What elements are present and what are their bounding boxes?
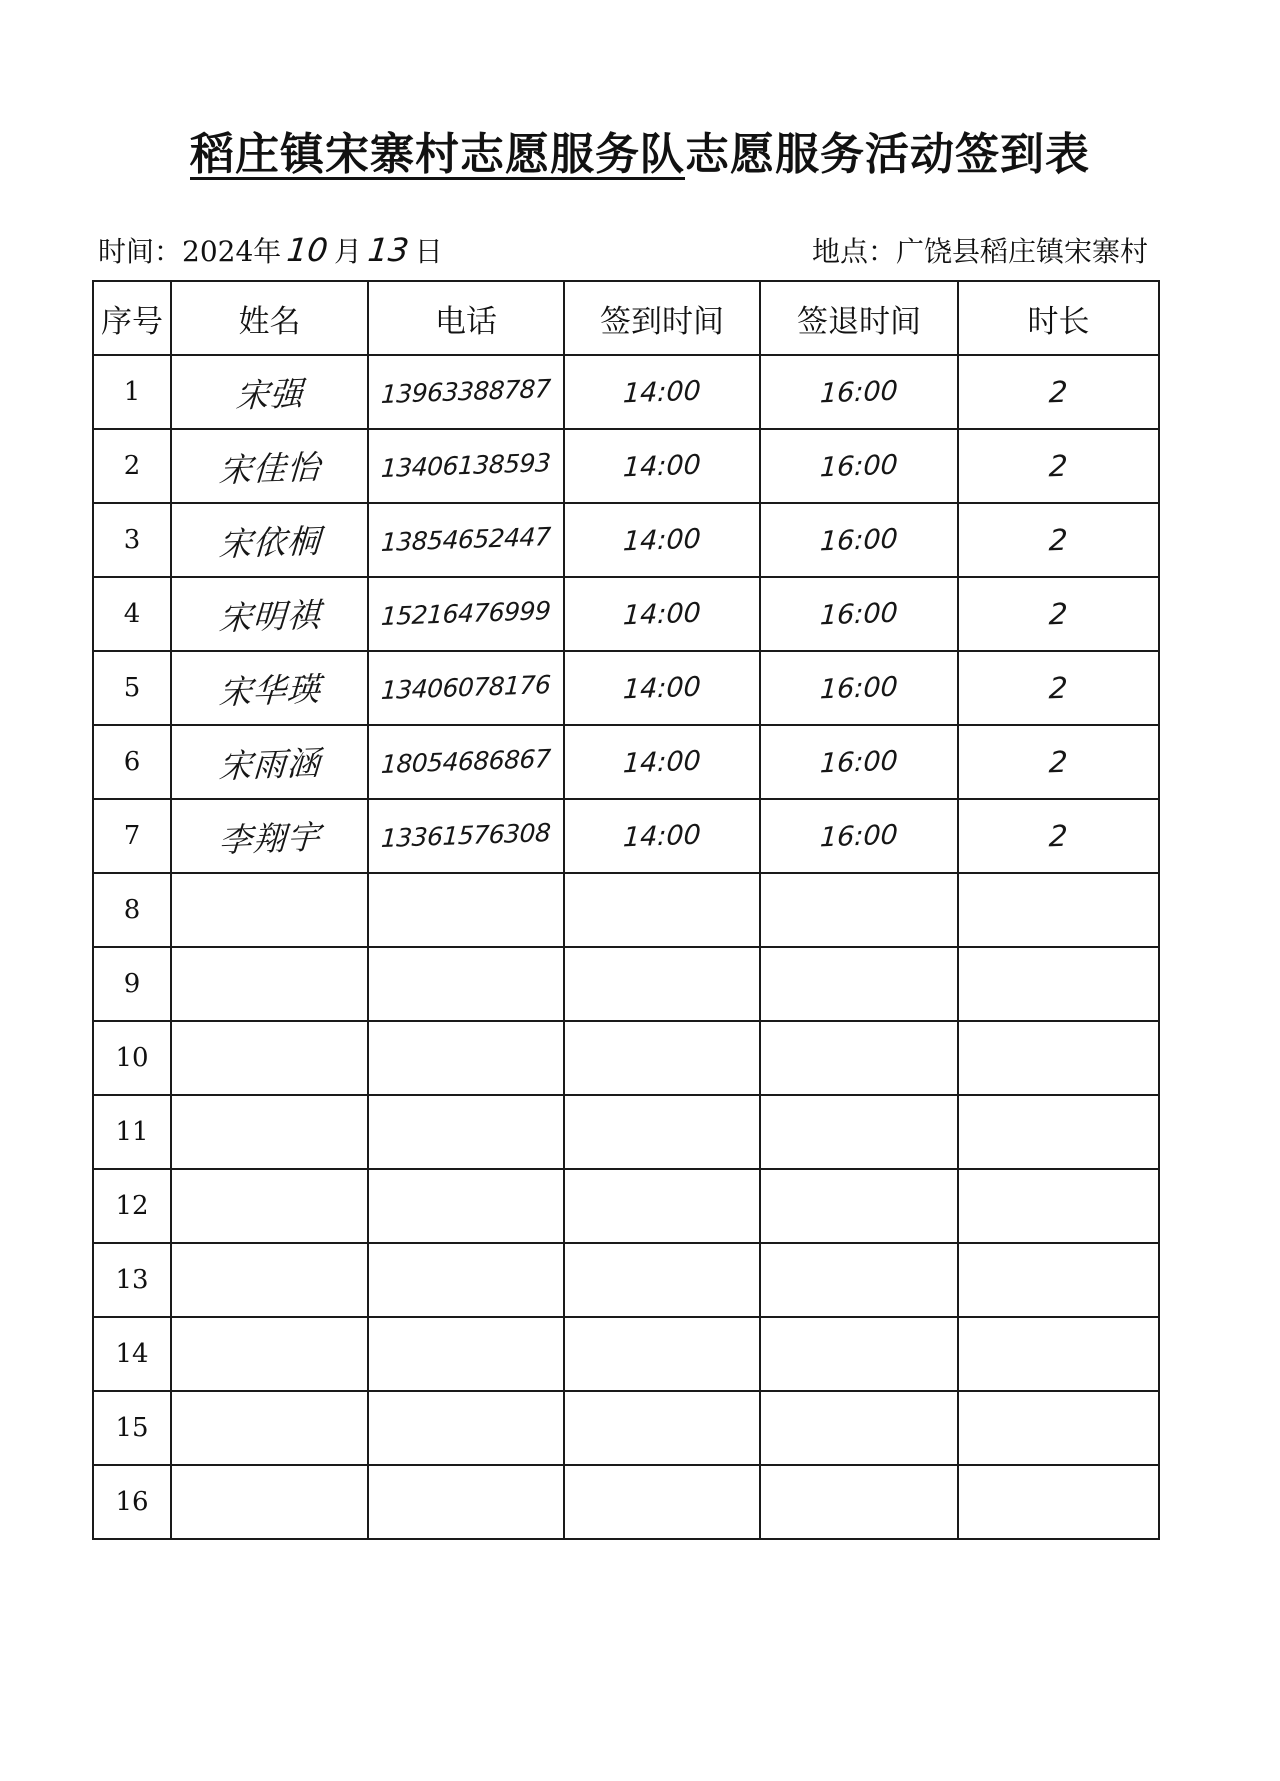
cell-name [171,725,368,799]
cell-phone [368,1317,564,1391]
table-row [93,1391,1159,1465]
table-row [93,947,1159,1021]
cell-hours-text: 2 [1048,374,1069,410]
cell-name [171,355,368,429]
cell-name [171,873,368,947]
cell-sign-out [760,947,958,1021]
cell-no-text: 8 [123,895,141,925]
cell-no [93,725,171,799]
cell-no [93,799,171,873]
cell-sign-in [564,355,760,429]
cell-no-text: 7 [123,821,141,851]
header-sign-in: 签到时间 [564,281,760,355]
cell-phone [368,577,564,651]
table-row [93,1021,1159,1095]
cell-name [171,503,368,577]
cell-no-text: 10 [115,1043,149,1073]
cell-no [93,947,171,1021]
cell-no-text: 5 [123,673,141,703]
table-row [93,1465,1159,1539]
cell-name-text: 宋佳怡 [217,446,322,490]
header-sign-out: 签退时间 [760,281,958,355]
cell-hours [958,503,1159,577]
table-header-row [93,281,1159,355]
cell-phone [368,355,564,429]
cell-sign-out-text: 16:00 [819,819,899,853]
cell-sign-in-text: 14:00 [622,375,702,409]
cell-name [171,577,368,651]
table-row [93,429,1159,503]
cell-phone-text: 13361576308 [380,818,552,853]
cell-hours [958,947,1159,1021]
cell-hours-text: 2 [1048,818,1069,854]
cell-phone [368,1095,564,1169]
table-row [93,577,1159,651]
header-hours: 时长 [958,281,1159,355]
cell-sign-out [760,725,958,799]
cell-no-text: 15 [115,1413,149,1443]
header-name: 姓名 [171,281,368,355]
cell-name [171,1243,368,1317]
cell-sign-in-text: 14:00 [622,671,702,705]
cell-no-text: 14 [115,1339,149,1369]
cell-hours [958,725,1159,799]
cell-hours-text: 2 [1048,744,1069,780]
cell-name [171,1391,368,1465]
cell-sign-in [564,1465,760,1539]
cell-sign-out-text: 16:00 [819,671,899,705]
cell-hours [958,355,1159,429]
cell-no-text: 9 [123,969,141,999]
cell-hours [958,799,1159,873]
title-underlined: 稻庄镇宋寨村志愿服务队 [190,129,685,180]
cell-name [171,1465,368,1539]
cell-sign-out [760,1391,958,1465]
table-row [93,503,1159,577]
cell-sign-out [760,1095,958,1169]
cell-no [93,1021,171,1095]
cell-sign-in [564,503,760,577]
cell-sign-out [760,1465,958,1539]
cell-no-text: 13 [115,1265,149,1295]
cell-phone [368,1169,564,1243]
page-title [0,118,1280,182]
cell-name [171,651,368,725]
cell-no [93,577,171,651]
cell-hours-text: 2 [1048,596,1069,632]
cell-sign-out [760,651,958,725]
cell-name-text: 宋华瑛 [217,668,322,712]
cell-name [171,429,368,503]
cell-hours [958,1465,1159,1539]
cell-phone-text: 15216476999 [380,596,552,631]
cell-phone [368,873,564,947]
cell-name [171,947,368,1021]
table-row [93,1095,1159,1169]
cell-phone-text: 13963388787 [380,374,552,409]
cell-sign-out-text: 16:00 [819,597,899,631]
cell-no [93,1095,171,1169]
cell-no [93,1317,171,1391]
cell-phone-text: 18054686867 [380,744,552,779]
table-row [93,725,1159,799]
cell-sign-in [564,1317,760,1391]
table-row [93,873,1159,947]
cell-phone [368,429,564,503]
location-line: 地点：广饶县稻庄镇宋寨村 [811,235,1148,268]
cell-sign-in [564,651,760,725]
cell-hours [958,1391,1159,1465]
cell-sign-in-text: 14:00 [622,819,702,853]
cell-sign-in-text: 14:00 [622,597,702,631]
cell-sign-in [564,1243,760,1317]
cell-hours-text: 2 [1048,522,1069,558]
header-no: 序号 [93,281,171,355]
cell-name [171,799,368,873]
cell-hours [958,577,1159,651]
cell-phone [368,799,564,873]
cell-sign-in [564,725,760,799]
header-phone: 电话 [368,281,564,355]
cell-sign-out-text: 16:00 [819,523,899,557]
cell-no [93,503,171,577]
cell-sign-out-text: 16:00 [819,745,899,779]
cell-sign-out [760,503,958,577]
table-row [93,799,1159,873]
cell-no [93,651,171,725]
cell-no-text: 1 [123,377,141,407]
cell-name-text: 宋强 [234,373,305,415]
cell-no [93,873,171,947]
cell-hours-text: 2 [1048,448,1069,484]
date-line [98,230,443,270]
cell-sign-out [760,1169,958,1243]
cell-phone [368,1465,564,1539]
cell-hours [958,1169,1159,1243]
table-row [93,651,1159,725]
cell-sign-out [760,355,958,429]
cell-sign-out-text: 16:00 [819,449,899,483]
cell-no-text: 12 [115,1191,149,1221]
cell-phone [368,651,564,725]
cell-sign-out [760,577,958,651]
cell-no-text: 16 [115,1487,149,1517]
cell-name [171,1169,368,1243]
cell-sign-in [564,873,760,947]
cell-no-text: 11 [115,1117,149,1147]
cell-no [93,355,171,429]
cell-phone [368,1391,564,1465]
cell-phone-text: 13406138593 [380,448,552,483]
cell-hours [958,1021,1159,1095]
cell-hours [958,429,1159,503]
month-unit: 月 [333,235,362,268]
cell-hours-text: 2 [1048,670,1069,706]
cell-sign-out-text: 16:00 [819,375,899,409]
cell-hours [958,1317,1159,1391]
cell-phone [368,1021,564,1095]
cell-name-text: 宋雨涵 [217,742,322,786]
cell-sign-out [760,873,958,947]
table-row [93,1169,1159,1243]
cell-sign-in-text: 14:00 [622,523,702,557]
cell-no [93,1169,171,1243]
cell-no [93,1465,171,1539]
cell-sign-in [564,799,760,873]
cell-no [93,1243,171,1317]
table-row [93,1243,1159,1317]
cell-phone-text: 13854652447 [380,522,552,557]
cell-name-text: 李翔宇 [217,816,322,860]
title-rest: 志愿服务活动签到表 [685,129,1090,180]
day-unit: 日 [414,235,443,268]
cell-phone [368,503,564,577]
signin-table [92,280,1160,1540]
table-body [93,355,1159,1539]
cell-phone [368,725,564,799]
cell-name [171,1095,368,1169]
cell-no [93,1391,171,1465]
cell-sign-out [760,1317,958,1391]
cell-hours [958,873,1159,947]
cell-hours [958,651,1159,725]
day-handwritten: 13 [366,231,411,269]
table-row [93,355,1159,429]
cell-no [93,429,171,503]
cell-phone [368,1243,564,1317]
cell-name [171,1317,368,1391]
cell-sign-in [564,1021,760,1095]
cell-sign-in [564,947,760,1021]
cell-no-text: 2 [123,451,141,481]
cell-sign-in [564,429,760,503]
cell-sign-in [564,1391,760,1465]
cell-sign-in [564,577,760,651]
cell-name-text: 宋明祺 [217,594,322,638]
cell-hours [958,1243,1159,1317]
cell-no-text: 6 [123,747,141,777]
month-handwritten: 10 [285,231,330,269]
cell-sign-out [760,799,958,873]
cell-sign-in [564,1095,760,1169]
cell-sign-in [564,1169,760,1243]
cell-no-text: 4 [123,599,141,629]
cell-name [171,1021,368,1095]
cell-phone [368,947,564,1021]
cell-name-text: 宋依桐 [217,520,322,564]
cell-hours [958,1095,1159,1169]
cell-sign-in-text: 14:00 [622,745,702,779]
cell-phone-text: 13406078176 [380,670,552,705]
cell-sign-in-text: 14:00 [622,449,702,483]
cell-sign-out [760,429,958,503]
time-label: 时间：2024年 [98,235,282,268]
table-row [93,1317,1159,1391]
cell-no-text: 3 [123,525,141,555]
cell-sign-out [760,1243,958,1317]
cell-sign-out [760,1021,958,1095]
